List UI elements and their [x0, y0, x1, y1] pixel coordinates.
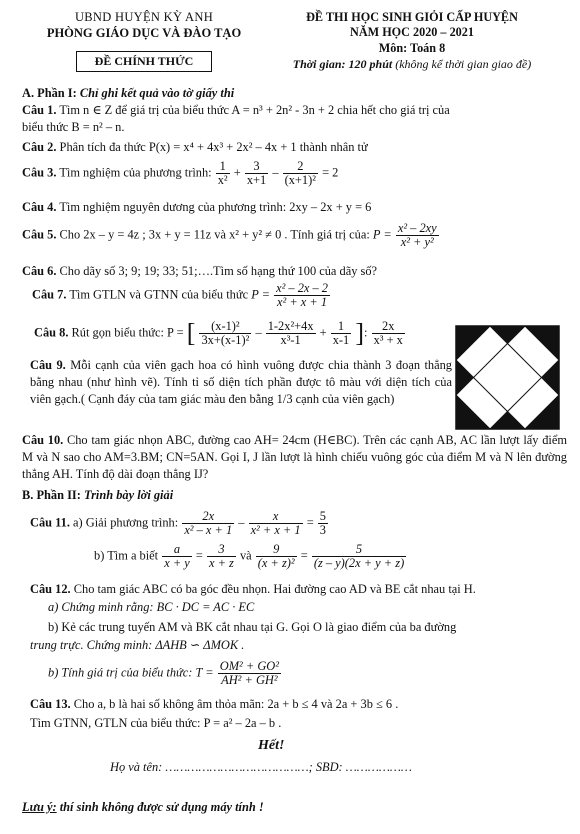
- question-5: Câu 5. Cho 2x – y = 4z ; 3x + y = 11z và x² + y² ≠ 0 . Tính giá trị của: P = $\frac{\text{x² – 2xy}}{\text{x² + y²}}$: [22, 221, 437, 250]
- candidate-name-line: Họ và tên: …………………………………; SBD: ………………: [110, 760, 412, 774]
- header-right: [262, 10, 562, 72]
- question-9: Câu 9. Mỗi cạnh của viên gạch hoa có hình vuông được chia thành 3 đoạn thẳng bằng nhau (như hình vẽ). Tính tỉ số diện tích phần được tô màu với diện tích của viên gạch.( Cạnh đáy của tam giác màu đen bằng 1/3 cạnh của viên gạch): [30, 358, 452, 406]
- question-13: Câu 13. Cho a, b là hai số không âm thỏa mãn: 2a + b ≤ 4 và 2a + 3b ≤ 6 .: [30, 697, 399, 711]
- question-12: Câu 12. Cho tam giác ABC có ba góc đều nhọn. Hai đường cao AD và BE cắt nhau tại H.: [30, 582, 476, 596]
- question-8: Câu 8. Rút gọn biểu thức: P = [ $\frac{\text{(x-1)²}}{\text{3x+(x-1)²}}$ – $\frac{\text{1-2x²+4x}}{\text{x³-1}}$ + $\frac{1}{x-1}$ ]: $\frac{2x}{\text{x³ + x}}$: [34, 318, 403, 348]
- question-7: Câu 7. Tìm GTLN và GTNN của biểu thức P = $\frac{\text{x² – 2x – 2}}{\text{x² + x + 1}}$: [32, 281, 328, 310]
- question-13-cont: Tìm GTNN, GTLN của biểu thức: P = a² – 2a – b .: [30, 716, 282, 730]
- question-12b-cont: trung trực. Chứng minh: ΔAHB ∽ ΔMOK .: [30, 638, 245, 652]
- question-11a: Câu 11. a) Giải phương trình: $\frac{2x}{\text{x² – x + 1}}$ – $\frac{x}{\text{x² + x + 1}}$ = $\frac{5}{3}$: [30, 509, 326, 538]
- question-12a: a) Chứng minh rằng: BC · DC = AC · EC: [48, 600, 255, 614]
- question-3: Câu 3. Tìm nghiệm của phương trình: $\frac{1}{\text{x²}}$ + $\frac{3}{x+1}$ – $\frac{2}{\text{(x+1)²}}$ = 2: [22, 159, 339, 188]
- question-4: Câu 4. Tìm nghiệm nguyên dương của phương trình: 2xy – 2x + y = 6: [22, 200, 372, 214]
- district-name: UBND HUYỆN KỲ ANH: [74, 10, 214, 24]
- header-left: [24, 10, 264, 72]
- end-text: Hết!: [258, 738, 285, 753]
- question-10: Câu 10. Cho tam giác nhọn ABC, đường cao AH= 24cm (H∈BC). Trên các cạnh AB, AC lần lượt lấy điểm M và N sao cho AM=3.BM; CN=5AN. Gọi I, J lần lượt là hình chiếu vuông góc của điểm M và N lên đường thẳng AH. Tính độ dài đoạn thẳng IJ?: [22, 433, 567, 481]
- exam-title: ĐỀ THI HỌC SINH GIỎI CẤP HUYỆN: [306, 10, 518, 24]
- question-1: Câu 1. Tìm n ∈ Z để giá trị của biểu thức A = n³ + 2n² - 3n + 2 chia hết cho giá trị của: [22, 103, 450, 117]
- time-info: Thời gian: 120 phút (không kể thời gian giao đề): [292, 56, 532, 71]
- department-name: PHÒNG GIÁO DỤC VÀ ĐÀO TẠO: [46, 25, 242, 40]
- school-year: NĂM HỌC 2020 – 2021: [350, 25, 474, 40]
- tile-figure: [455, 325, 560, 430]
- footer-note: Lưu ý: thí sinh không được sử dụng máy tính !: [22, 800, 264, 814]
- official-label: ĐỀ CHÍNH THỨC: [76, 51, 213, 72]
- question-11b: b) Tìm a biết $\frac{a}{x + y}$ = $\frac{3}{x + z}$ và $\frac{9}{\text{(x + z)²}}$ = $\frac{5}{(z - y)(2x + y + z)}$: [94, 542, 405, 571]
- part1-heading: A. Phần I: Chỉ ghi kết quả vào tờ giấy thi: [22, 86, 235, 100]
- question-2: Câu 2. Phân tích đa thức P(x) = x⁴ + 4x³ + 2x² – 4x + 1 thành nhân tử: [22, 140, 368, 154]
- question-6: Câu 6. Cho dãy số 3; 9; 19; 33; 51;….Tìm số hạng thứ 100 của dãy số?: [22, 264, 378, 278]
- part2-heading: B. Phần II: Trình bày lời giải: [22, 488, 174, 502]
- question-12c: b) Tính giá trị của biểu thức: T = $\frac{\text{OM² + GO²}}{\text{AH² + GH²}}$: [48, 659, 279, 688]
- question-12b: b) Kẻ các trung tuyến AM và BK cắt nhau tại G. Gọi O là giao điểm của ba đường: [48, 620, 457, 634]
- subject: Môn: Toán 8: [378, 40, 446, 55]
- question-1-cont: biểu thức B = n² – n.: [22, 120, 125, 134]
